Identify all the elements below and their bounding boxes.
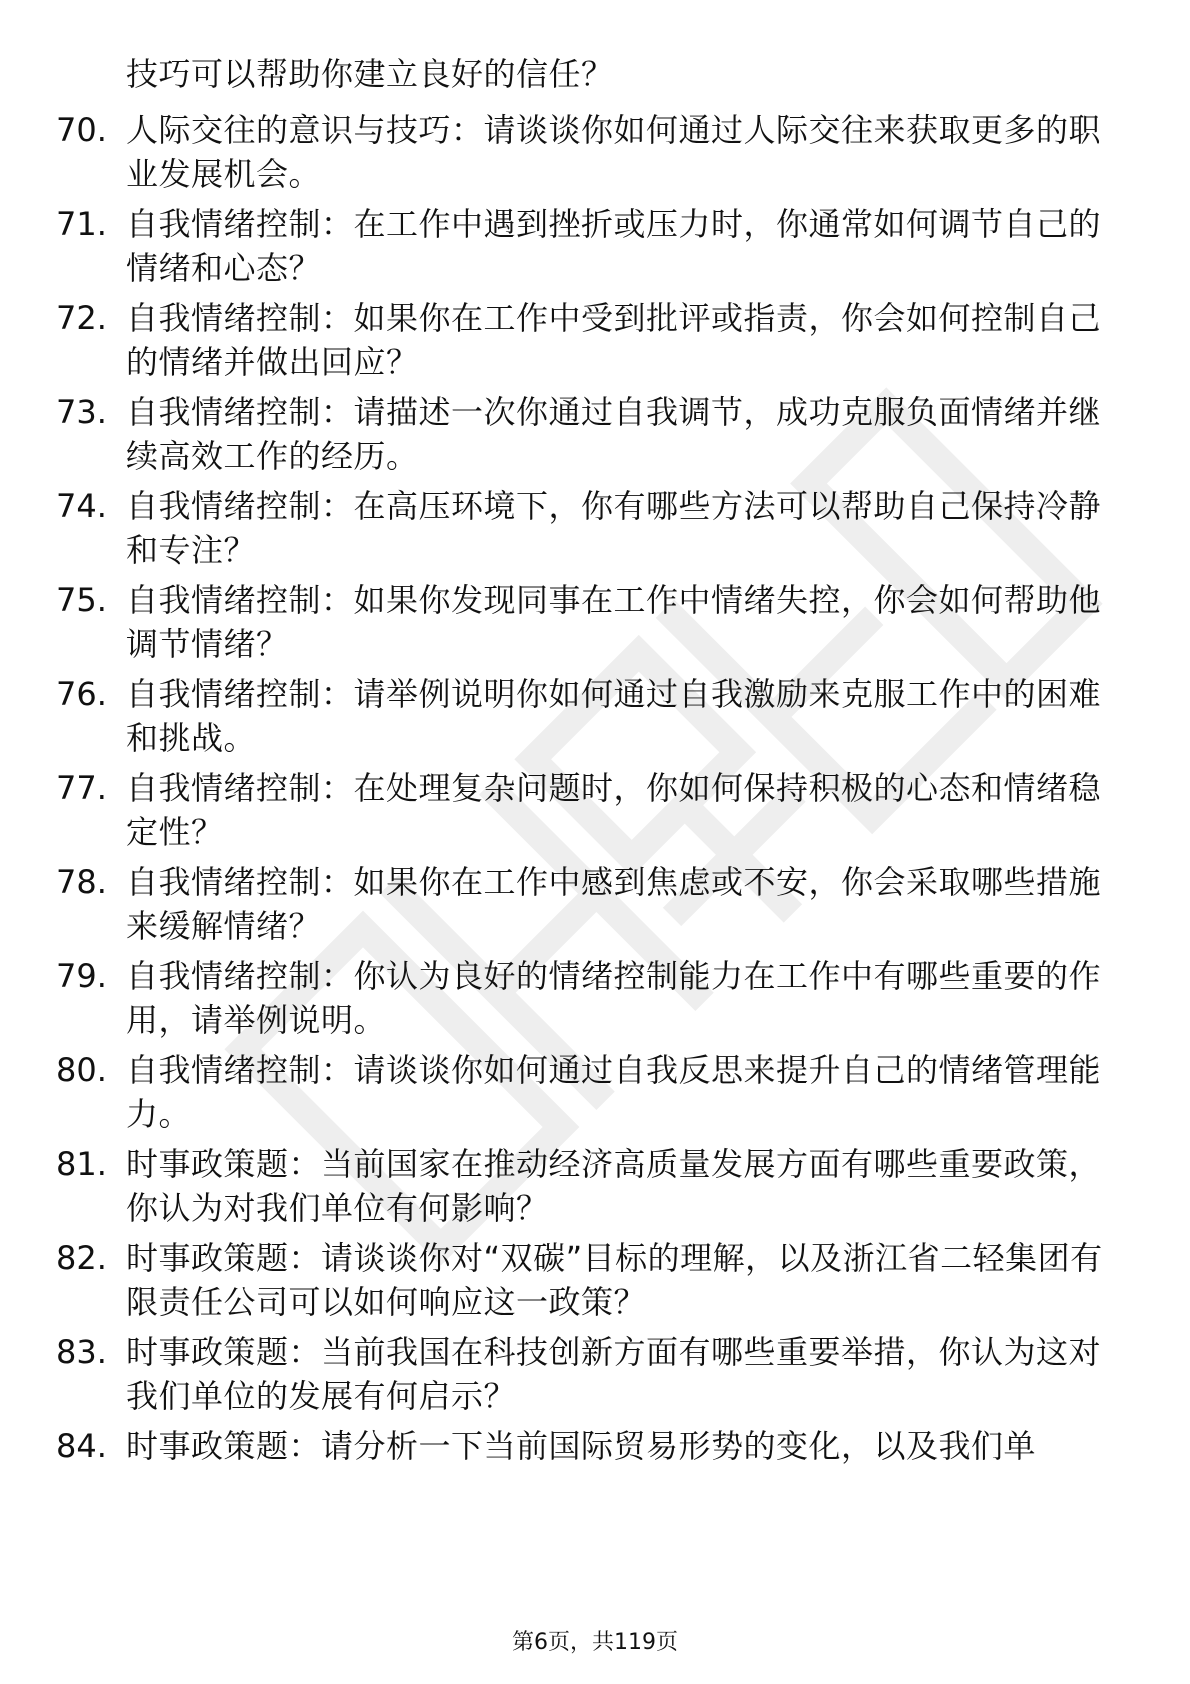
- question-text: 技巧可以帮助你建立良好的信任？: [126, 55, 614, 93]
- question-number: 70.: [56, 111, 107, 149]
- question-text: 自我情绪控制：如果你在工作中受到批评或指责，你会如何控制自己的情绪并做出回应？: [126, 299, 1102, 381]
- question-text: 自我情绪控制：请谈谈你如何通过自我反思来提升自己的情绪管理能力。: [126, 1051, 1102, 1133]
- question-number: 76.: [56, 675, 107, 713]
- question-number: 74.: [56, 487, 107, 525]
- question-text: 自我情绪控制：在处理复杂问题时，你如何保持积极的心态和情绪稳定性？: [126, 769, 1102, 851]
- question-number: 79.: [56, 957, 107, 995]
- question-number: 83.: [56, 1333, 107, 1371]
- question-text: 自我情绪控制：如果你发现同事在工作中情绪失控，你会如何帮助他调节情绪？: [126, 581, 1102, 663]
- question-number: 71.: [56, 205, 107, 243]
- question-text: 时事政策题：当前我国在科技创新方面有哪些重要举措，你认为这对我们单位的发展有何启示？: [126, 1333, 1102, 1415]
- question-text: 自我情绪控制：如果你在工作中感到焦虑或不安，你会采取哪些措施来缓解情绪？: [126, 863, 1102, 945]
- question-number: 73.: [56, 393, 107, 431]
- question-number: 81.: [56, 1145, 107, 1183]
- question-text: 自我情绪控制：在高压环境下，你有哪些方法可以帮助自己保持冷静和专注？: [126, 487, 1102, 569]
- question-text: 自我情绪控制：请描述一次你通过自我调节，成功克服负面情绪并继续高效工作的经历。: [126, 393, 1102, 475]
- question-number: 75.: [56, 581, 107, 619]
- question-text: 时事政策题：当前国家在推动经济高质量发展方面有哪些重要政策，你认为对我们单位有何影响？: [126, 1145, 1102, 1227]
- question-number: 78.: [56, 863, 107, 901]
- question-number: 80.: [56, 1051, 107, 1089]
- question-text: 时事政策题：请分析一下当前国际贸易形势的变化，以及我们单: [126, 1427, 1037, 1465]
- question-text: 时事政策题：请谈谈你对“双碳”目标的理解，以及浙江省二轻集团有限责任公司可以如何响应这一政策？: [126, 1239, 1103, 1321]
- question-text: 自我情绪控制：在工作中遇到挫折或压力时，你通常如何调节自己的情绪和心态？: [126, 205, 1102, 287]
- question-text: 自我情绪控制：请举例说明你如何通过自我激励来克服工作中的困难和挑战。: [126, 675, 1102, 757]
- question-number: 82.: [56, 1239, 107, 1277]
- question-number: 72.: [56, 299, 107, 337]
- question-text: 自我情绪控制：你认为良好的情绪控制能力在工作中有哪些重要的作用，请举例说明。: [126, 957, 1102, 1039]
- question-number: 77.: [56, 769, 107, 807]
- page-number-footer: 第6页，共119页: [512, 1630, 678, 1655]
- question-number: 84.: [56, 1427, 107, 1465]
- question-text: 人际交往的意识与技巧：请谈谈你如何通过人际交往来获取更多的职业发展机会。: [126, 111, 1102, 193]
